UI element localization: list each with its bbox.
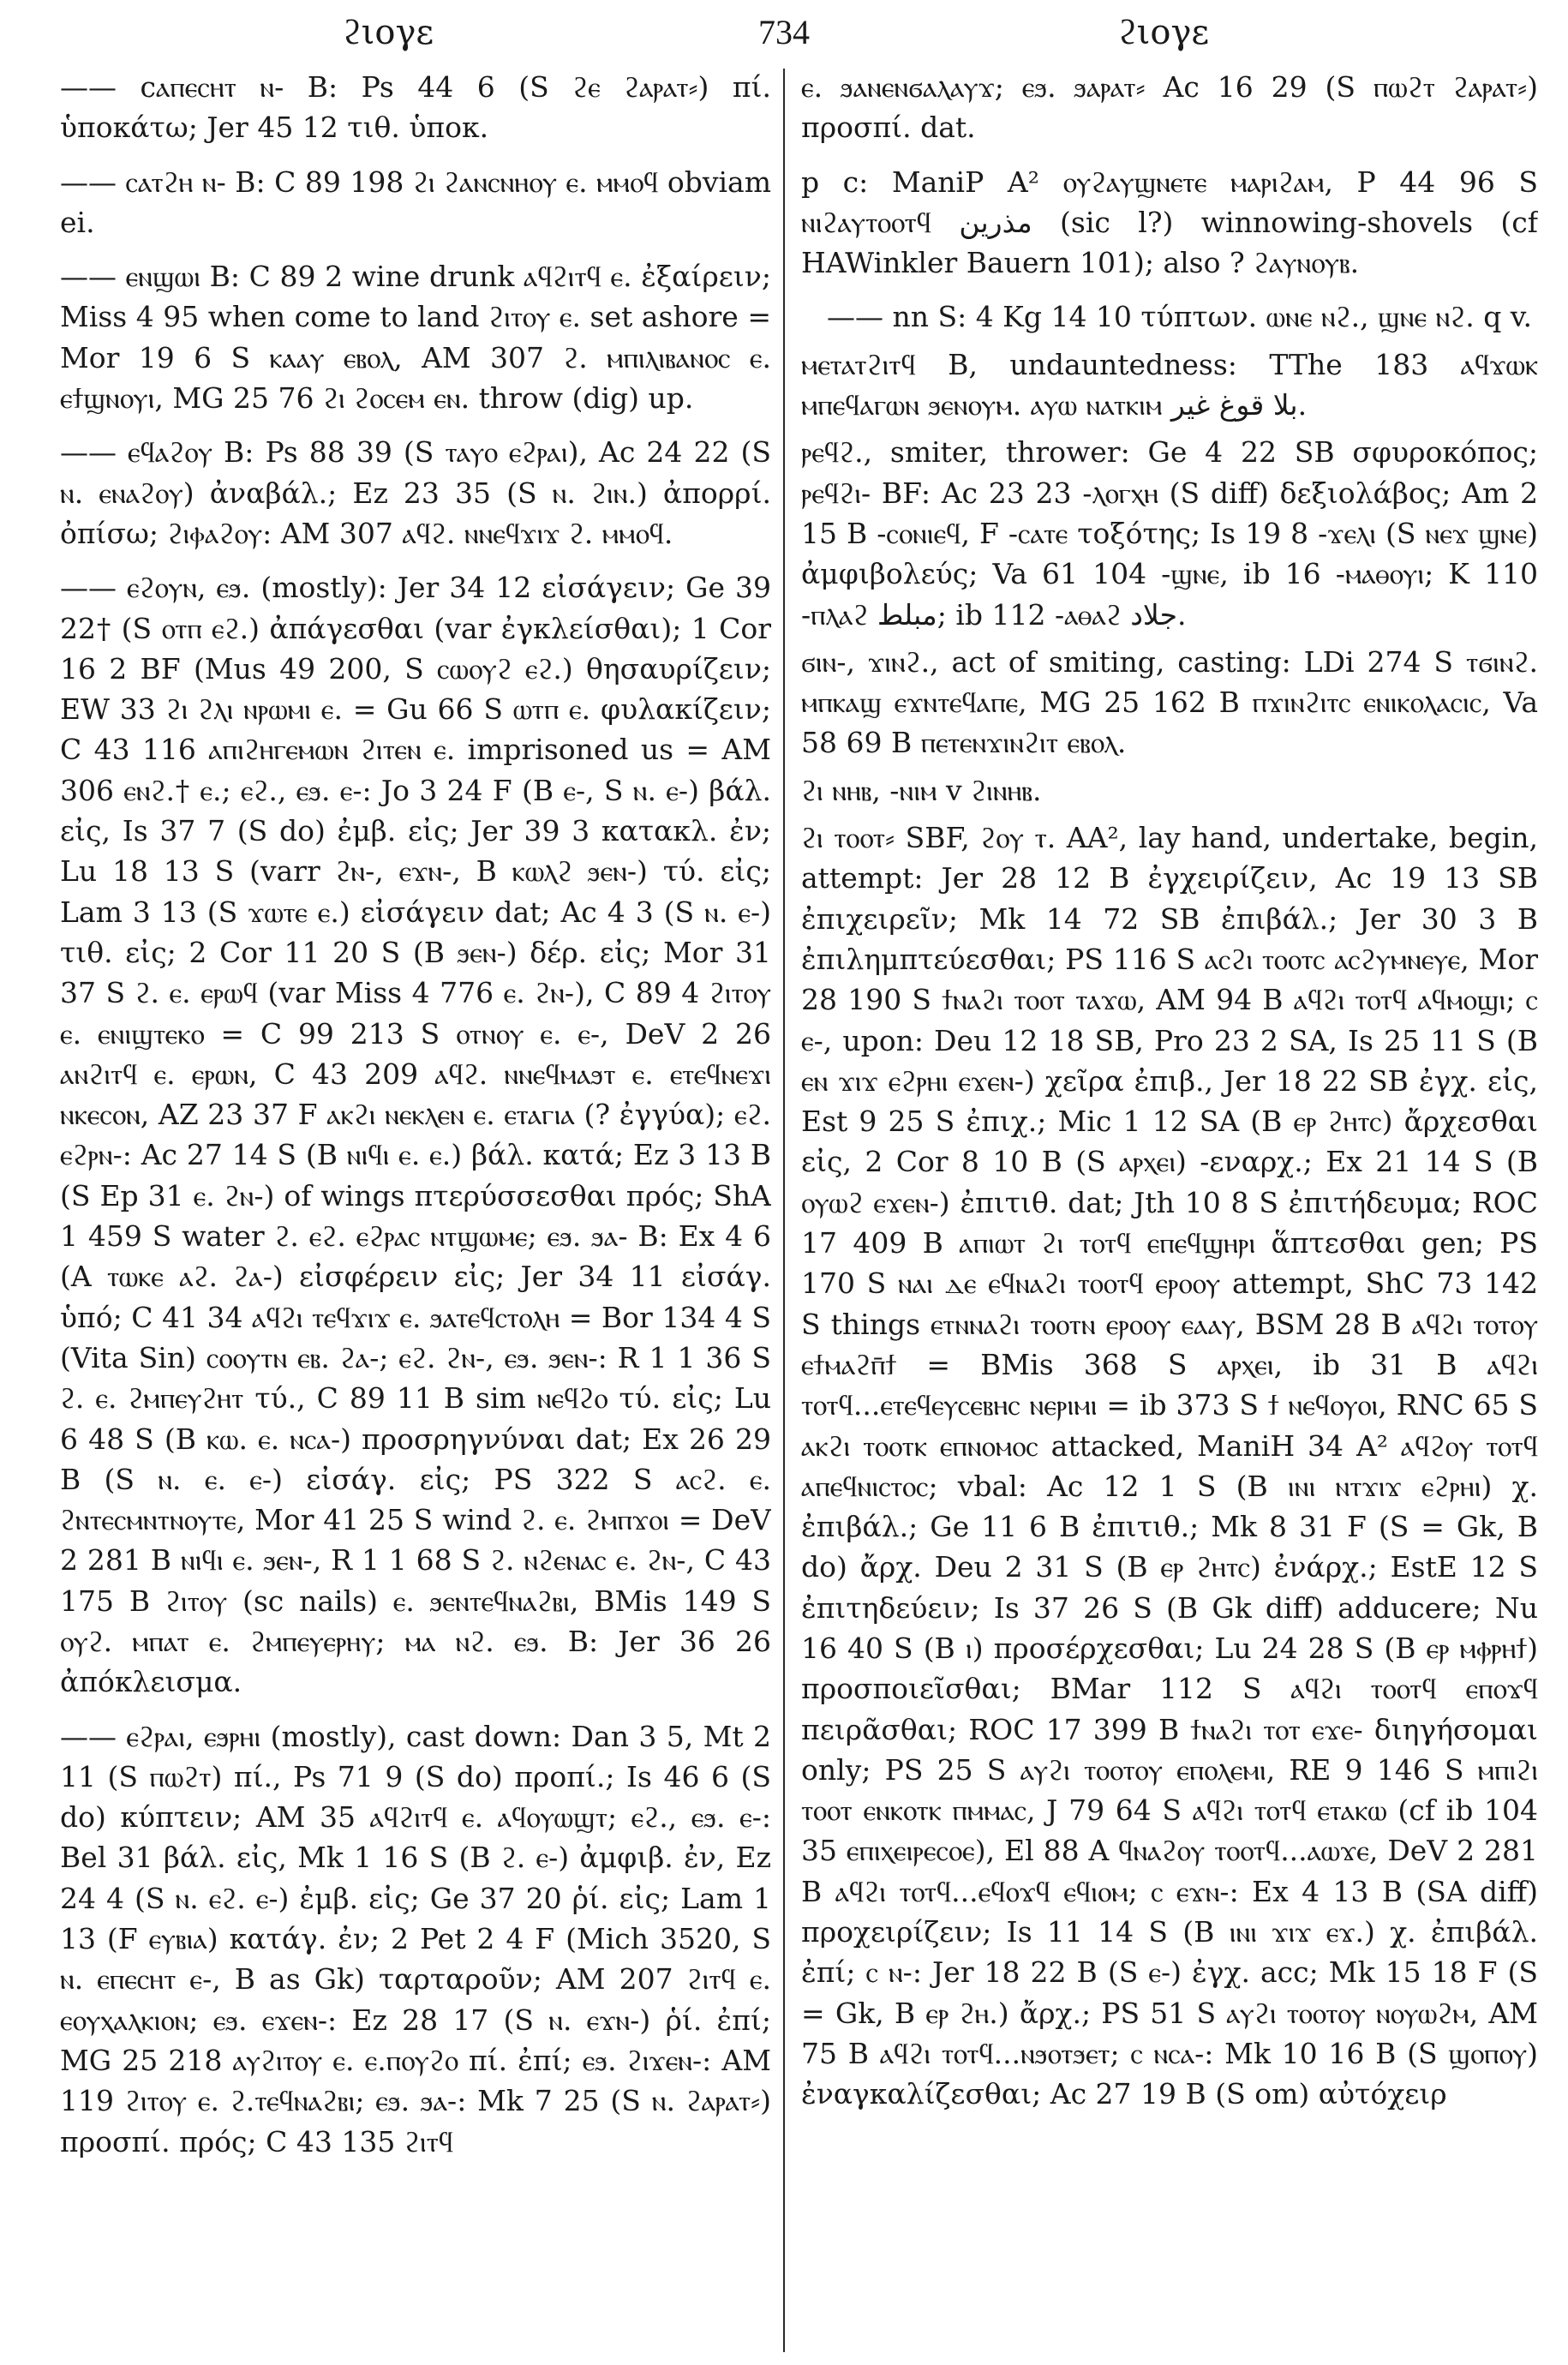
entry-hi-toot: ϩⲓ ⲧⲟⲟⲧ⸗ SBF, ϩⲟⲩ ⲧ. AA², lay hand, undertake, begin, attempt: Jer 28 12 B ἐγχειρίζειν, Ac 19 13 SB ἐπιχειρεῖν; Mk 14 72 SB ἐπιβάλ.; Jer 30 3 B ἐπιλημπτεύεσθαι; PS 116 S ⲁⲥϩⲓ ⲧⲟⲟⲧⲥ ⲁⲥϩⲩⲙⲛⲉⲩⲉ, Mor 28 190 S ϯⲛⲁϩⲓ ⲧⲟⲟⲧ ⲧⲁϫⲱ, AM 94 B ⲁϥϩⲓ ⲧⲟⲧϥ ⲁϥⲙⲟϣⲓ; ⲥ ⲉ-, upon: Deu 12 18 SB, Pro 23 2 SA, Is 25 11 S (B ⲉⲛ ϫⲓϫ ⲉϩⲣⲏⲓ ⲉϫⲉⲛ-) χεῖρα ἐπιβ., Jer 18 22 SB ἐγχ. εἰς, Est 9 25 S ἐπιχ.; Mic 1 12 SA (B ⲉⲣ ϩⲏⲧⲥ) ἄρχεσθαι εἰς, 2 Cor 8 10 B (S ⲁⲣⲭⲉⲓ) -εναρχ.; Ex 21 14 S (B ⲟⲩⲱϩ ⲉϫⲉⲛ-) ἐπιτιθ. dat; Jth 10 8 S ἐπιτήδευμα; ROC 17 409 B ⲁⲡⲓⲱⲧ ϩⲓ ⲧⲟⲧϥ ⲉⲡⲉϥϣⲏⲣⲓ ἅπτεσθαι gen; PS 170 S ⲛⲁⲓ ⲇⲉ ⲉϥⲛⲁϩⲓ ⲧⲟⲟⲧϥ ⲉⲣⲟⲟⲩ attempt, ShC 73 142 S things ⲉⲧⲛⲛⲁϩⲓ ⲧⲟⲟⲧⲛ ⲉⲣⲟⲟⲩ ⲉⲁⲁⲩ, BSM 28 B ⲁϥϩⲓ ⲧⲟⲧⲟⲩ ⲉϯⲙⲁϩⲡ̄ϯ = BMis 368 S ⲁⲣⲭⲉⲓ, ib 31 B ⲁϥϩⲓ ⲧⲟⲧϥ...ⲉⲧⲉϥⲉⲩⲥⲉⲃⲏⲥ ⲛⲉⲣⲓⲙⲓ = ib 373 S ϯ ⲛⲉϥⲟⲩⲟⲓ, RNC 65 S ⲁⲕϩⲓ ⲧⲟⲟⲧⲕ ⲉⲡⲛⲟⲙⲟⲥ attacked, ManiH 34 A² ⲁϥϩⲟⲩ ⲧⲟⲧϥ ⲁⲡⲉϥⲛⲓⲥⲧⲟⲥ; vbal: Ac 12 1 S (B ⲓⲛⲓ ⲛⲧϫⲓϫ ⲉϩⲣⲏⲓ) χ. ἐπιβάλ.; Ge 11 6 B ἐπιτιθ.; Mk 8 31 F (S = Gk, B do) ἄρχ. Deu 2 31 S (B ⲉⲣ ϩⲏⲧⲥ) ἐνάρχ.; EstE 12 S ἐπιτηδεύειν; Is 37 26 S (B Gk diff) adducere; Nu 16 40 S (B ⲓ) προσέρχεσθαι; Lu 24 28 S (B ⲉⲣ ⲙⲫⲣⲏϯ) προσποιεῖσθαι; BMar 112 S ⲁϥϩⲓ ⲧⲟⲟⲧϥ ⲉⲡⲟϫϥ πειρᾶσθαι; ROC 17 399 B ϯⲛⲁϩⲓ ⲧⲟⲧ ⲉϫⲉ- διηγήσομαι only; PS 25 S ⲁⲩϩⲓ ⲧⲟⲟⲧⲟⲩ ⲉⲡⲟⲗⲉⲙⲓ, RE 9 146 S ⲙⲡⲓϩⲓ ⲧⲟⲟⲧ ⲉⲛⲕⲟⲧⲕ ⲡⲙⲙⲁⲥ, J 79 64 S ⲁϥϩⲓ ⲧⲟⲧϥ ⲉⲧⲁⲕⲱ (cf ib 104 35 ⲉⲡⲓⲭⲉⲓⲣⲉⲥⲟⲉ), El 88 A ϥⲛⲁϩⲟⲩ ⲧⲟⲟⲧϥ...ⲁⲱϫⲉ, DeV 2 281 B ⲁϥϩⲓ ⲧⲟⲧϥ...ⲉϥⲟϫϥ ⲉϥⲓⲟⲙ; ⲥ ⲉϫⲛ-: Ex 4 13 B (SA diff) προχειρίζειν; Is 11 14 S (B ⲓⲛⲓ ϫⲓϫ ⲉϫ.) χ. ἐπιβάλ. ἐπί; ⲥ ⲛ-: Jer 18 22 B (S ⲉ-) ἐγχ. acc; Mk 15 18 F (S = Gk, B ⲉⲣ ϩⲏ.) ἄρχ.; PS 51 S ⲁⲩϩⲓ ⲧⲟⲟⲧⲟⲩ ⲛⲟⲩⲱϩⲙ, AM 75 B ⲁϥϩⲓ ⲧⲟⲧϥ...ⲛϧⲟⲧϧⲉⲧ; ⲥ ⲛⲥⲁ-: Mk 10 16 B (S ϣⲟⲡⲟⲩ) ἐναγκαλίζεσθαι; Ac 27 19 B (S om) αὐτόχειρ bbox=[801, 821, 1538, 2111]
entry-hi-neb: ϩⲓ ⲛⲏⲃ, -ⲛⲓⲙ v ϩⲓⲛⲏⲃ. bbox=[801, 773, 1042, 807]
entry-ehrai: —— ⲉϩⲣⲁⲓ, ⲉϧⲣⲏⲓ (mostly), cast down: Dan 3 5, Mt 2 11 (S ⲡⲱϩⲧ) πί., Ps 71 9 (S do) προπί.; Is 46 6 (S do) κύπτειν; AM 35 ⲁϥϩⲓⲧϥ ⲉ. ⲁϥⲟⲩⲱϣⲧ; ⲉϩ., ⲉϧ. ⲉ-: Bel 31 βάλ. εἰς, Mk 1 16 S (B ϩ. ⲉ-) ἀμφιβ. ἐν, Ez 24 4 (S ⲛ. ⲉϩ. ⲉ-) ἐμβ. εἰς; Ge 37 20 ῥί. εἰς; Lam 1 13 (F ⲉⲩⲃⲓⲁ) κατάγ. ἐν; 2 Pet 2 4 F (Mich 3520, S ⲛ. ⲉⲡⲉⲥⲏⲧ ⲉ-, B as Gk) ταρταροῦν; AM 207 ϩⲓⲧϥ ⲉ. ⲉⲟⲩⲭⲁⲗⲕⲓⲟⲛ; ⲉϧ. ⲉϫⲉⲛ-: Ez 28 17 (S ⲛ. ⲉϫⲛ-) ῥί. ἐπί; MG 25 218 ⲁⲩϩⲓⲧⲟⲩ ⲉ. ⲉ.ⲡⲟⲩϩⲟ πί. ἐπί; ⲉϧ. ϩⲓϫⲉⲛ-: AM 119 ϩⲓⲧⲟⲩ ⲉ. ϩ.ⲧⲉϥⲛⲁϩⲃⲓ; ⲉϧ. ϧⲁ-: Mk 7 25 (S ⲛ. ϩⲁⲣⲁⲧ⸗) προσπί. πρός; C 43 135 ϩⲓⲧϥ bbox=[60, 1719, 771, 2158]
page-number: 734 bbox=[758, 13, 810, 51]
entry-nn: —— nn S: 4 Kg 14 10 τύπτων. ⲱⲛⲉ ⲛϩ., ϣⲛⲉ ⲛϩ. q v. bbox=[827, 300, 1533, 334]
right-column bbox=[801, 67, 1538, 2355]
entry-sathe: —— ⲥⲁⲧϩⲏ ⲛ- B: C 89 198 ϩⲓ ϩⲁⲛⲥⲛⲏⲟⲩ ⲉ. ⲙⲙⲟϥ obviam ei. bbox=[60, 165, 771, 239]
entry-cin: ϭⲓⲛ-, ϫⲓⲛϩ., act of smiting, casting: LDi 274 S ⲧϭⲓⲛϩ. ⲙⲡⲕⲁϣ ⲉϫⲛⲧⲉϥⲁⲡⲉ, MG 25 162 B ⲡϫⲓⲛϩⲓⲧⲥ ⲉⲛⲓⲕⲟⲗⲁⲥⲓⲥ, Va 58 69 B ⲡⲉⲧⲉⲛϫⲓⲛϩⲓⲧ ⲉⲃⲟⲗ. bbox=[801, 644, 1538, 760]
entry-ref: ⲣⲉϥϩ., smiter, thrower: Ge 4 22 SB σφυροκόπος; ⲣⲉϥϩⲓ- BF: Ac 23 23 -ⲗⲟⲅⲭⲏ (S diff) δεξιολάβος; Am 2 15 B -ⲥⲟⲛⲓⲉϥ, F -ⲥⲁⲧⲉ τοξότης; Is 19 8 -ϫⲉⲗⲓ (S ⲛⲉϫ ϣⲛⲉ) ἀμφιβολεύς; Va 61 104 -ϣⲛⲉ, ib 16 -ⲙⲁⲑⲟⲩⲓ; K 110 -ⲡⲗⲁϩ مبلط; ib 112 -ⲁⲑⲁϩ جلاد. bbox=[801, 435, 1538, 632]
left-column bbox=[34, 67, 771, 2355]
page-header bbox=[0, 0, 1568, 60]
right-running-head: ϩιογε bbox=[1118, 13, 1210, 52]
entry-enshoi: —— ⲉⲛϣⲱⲓ B: C 89 2 wine drunk ⲁϥϩⲓⲧϥ ⲉ. ἐξαίρειν; Miss 4 95 when come to land ϩⲓⲧⲟⲩ ⲉ. set ashore = Mor 19 6 S ⲕⲁⲁⲩ ⲉⲃⲟⲗ, AM 307 ϩ. ⲙⲡⲓⲗⲓⲃⲁⲛⲟⲥ ⲉ. ⲉϯϣⲛⲟⲩⲓ, MG 25 76 ϩⲓ ϩⲟⲥⲉⲙ ⲉⲛ. throw (dig) up. bbox=[60, 260, 771, 416]
entry-metat: ⲙⲉⲧⲁⲧϩⲓⲧϥ B, undauntedness: TThe 183 ⲁϥϫⲱⲕ ⲙⲡⲉϥⲁⲅⲱⲛ ϧⲉⲛⲟⲩⲙ. ⲁⲩⲱ ⲛⲁⲧⲕⲓⲙ بلا قوغ غير. bbox=[801, 347, 1538, 422]
entry-continuation: ⲉ. ϧⲁⲛⲉⲛϭⲁⲗⲁⲩϫ; ⲉϧ. ϧⲁⲣⲁⲧ⸗ Ac 16 29 (S ⲡⲱϩⲧ ϩⲁⲣⲁⲧ⸗) προσπί. dat. bbox=[801, 70, 1538, 145]
entry-pc: p c: ManiP A² ⲟⲩϩⲁⲩϣⲛⲉⲧⲉ ⲙⲁⲣⲓϩⲁⲙ, P 44 96 S ⲛⲓϩⲁⲩⲧⲟⲟⲧϥ مذرين (sic l?) winnowing-shovels (cf HAWinkler Bauern 101); also ? ϩⲁⲩⲛⲟⲩⲃ. bbox=[801, 165, 1538, 280]
column-divider bbox=[783, 69, 785, 2352]
entry-ehoun: —— ⲉϩⲟⲩⲛ, ⲉϧ. (mostly): Jer 34 12 εἰσάγειν; Ge 39 22† (S ⲟⲧⲡ ⲉϩ.) ἀπάγεσθαι (var ἐγκλείσθαι); 1 Cor 16 2 BF (Mus 49 200, S ⲥⲱⲟⲩϩ ⲉϩ.) θησαυρίζειν; EW 33 ϩⲓ ϩⲗⲓ ⲛⲣⲱⲙⲓ ⲉ. = Gu 66 S ⲱⲧⲡ ⲉ. φυλακίζειν; C 43 116 ⲁⲡⲓϩⲏⲅⲉⲙⲱⲛ ϩⲓⲧⲉⲛ ⲉ. imprisoned us = AM 306 ⲉⲛϩ.† ⲉ.; ⲉϩ., ⲉϧ. ⲉ-: Jo 3 24 F (B ⲉ-, S ⲛ. ⲉ-) βάλ. εἰς, Is 37 7 (S do) ἐμβ. εἰς; Jer 39 3 κατακλ. ἐν; Lu 18 13 S (varr ϩⲛ-, ⲉϫⲛ-, B ⲕⲱⲗϩ ϧⲉⲛ-) τύ. εἰς; Lam 3 13 (S ϫⲱⲧⲉ ⲉ.) εἰσάγειν dat; Ac 4 3 (S ⲛ. ⲉ-) τιθ. εἰς; 2 Cor 11 20 S (B ϧⲉⲛ-) δέρ. εἰς; Mor 31 37 S ϩ. ⲉ. ⲉⲣⲱϥ (var Miss 4 776 ⲉ. ϩⲛ-), C 89 4 ϩⲓⲧⲟⲩ ⲉ. ⲉⲛⲓϣⲧⲉⲕⲟ = C 99 213 S ⲟⲧⲛⲟⲩ ⲉ. ⲉ-, DeV 2 26 ⲁⲛϩⲓⲧϥ ⲉ. ⲉⲣⲱⲛ, C 43 209 ⲁϥϩ. ⲛⲛⲉϥⲙⲁϧⲧ ⲉ. ⲉⲧⲉϥⲛⲉϫⲓ ⲛⲕⲉⲥⲟⲛ, AZ 23 37 F ⲁⲕϩⲓ ⲛⲉⲕⲗⲉⲛ ⲉ. ⲉⲧⲁⲅⲓⲁ (? ἐγγύα); ⲉϩ. ⲉϩⲣⲛ-: Ac 27 14 S (B ⲛⲓϥⲓ ⲉ. ⲉ.) βάλ. κατά; Ez 3 13 B (S Ep 31 ⲉ. ϩⲛ-) of wings πτερύσσεσθαι πρός; ShA 1 459 S water ϩ. ⲉϩ. ⲉϩⲣⲁⲥ ⲛⲧϣⲱⲙⲉ; ⲉϧ. ϧⲁ- B: Ex 4 6 (A ⲧⲱⲕⲉ ⲁϩ. ϩⲁ-) εἰσφέρειν εἰς; Jer 34 11 εἰσάγ. ὑπό; C 41 34 ⲁϥϩⲓ ⲧⲉϥϫⲓϫ ⲉ. ϧⲁⲧⲉϥⲥⲧⲟⲗⲏ = Bor 134 4 S (Vita Sin) ⲥⲟⲟⲩⲧⲛ ⲉⲃ. ϩⲁ-; ⲉϩ. ϩⲛ-, ⲉϧ. ϧⲉⲛ-: R 1 1 36 S ϩ. ⲉ. ϩⲙⲡⲉⲩϩⲏⲧ τύ., C 89 11 B sim ⲛⲉϥϩⲟ τύ. εἰς; Lu 6 48 S (B ⲕⲱ. ⲉ. ⲛⲥⲁ-) προσρηγνύναι dat; Ex 26 29 B (S ⲛ. ⲉ. ⲉ-) εἰσάγ. εἰς; PS 322 S ⲁⲥϩ. ⲉ. ϩⲛⲧⲉⲥⲙⲛⲧⲛⲟⲩⲧⲉ, Mor 41 25 S wind ϩ. ⲉ. ϩⲙⲡϫⲟⲓ = DeV 2 281 B ⲛⲓϥⲓ ⲉ. ϧⲉⲛ-, R 1 1 68 S ϩ. ⲛϩⲉⲛⲁⲥ ⲉ. ϩⲛ-, C 43 175 B ϩⲓⲧⲟⲩ (sc nails) ⲉ. ϧⲉⲛⲧⲉϥⲛⲁϩⲃⲓ, BMis 149 S ⲟⲩϩ. ⲙⲡⲁⲧ ⲉ. ϩⲙⲡⲉⲩⲉⲣⲏⲩ; ⲙⲁ ⲛϩ. ⲉϧ. B: Jer 36 26 ἀπόκλεισμα. bbox=[60, 571, 771, 1699]
entry-efahou: —— ⲉϥⲁϩⲟⲩ B: Ps 88 39 (S ⲧⲁⲩⲟ ⲉϩⲣⲁⲓ), Ac 24 22 (S ⲛ. ⲉⲛⲁϩⲟⲩ) ἀναβάλ.; Ez 23 35 (S ⲛ. ϩⲓⲛ.) ἀπορρί. ὀπίσω; ϩⲓⲫⲁϩⲟⲩ: AM 307 ⲁϥϩ. ⲛⲛⲉϥϫⲓϫ ϩ. ⲙⲙⲟϥ. bbox=[60, 435, 771, 550]
left-running-head: ϩιογε bbox=[343, 13, 434, 52]
entry-sapesht: —— ϲⲁⲡⲉⲥⲏⲧ ⲛ- B: Ps 44 6 (S ϩⲉ ϩⲁⲣⲁⲧ⸗) πί. ὑποκάτω; Jer 45 12 τιθ. ὑποκ. bbox=[60, 70, 771, 145]
